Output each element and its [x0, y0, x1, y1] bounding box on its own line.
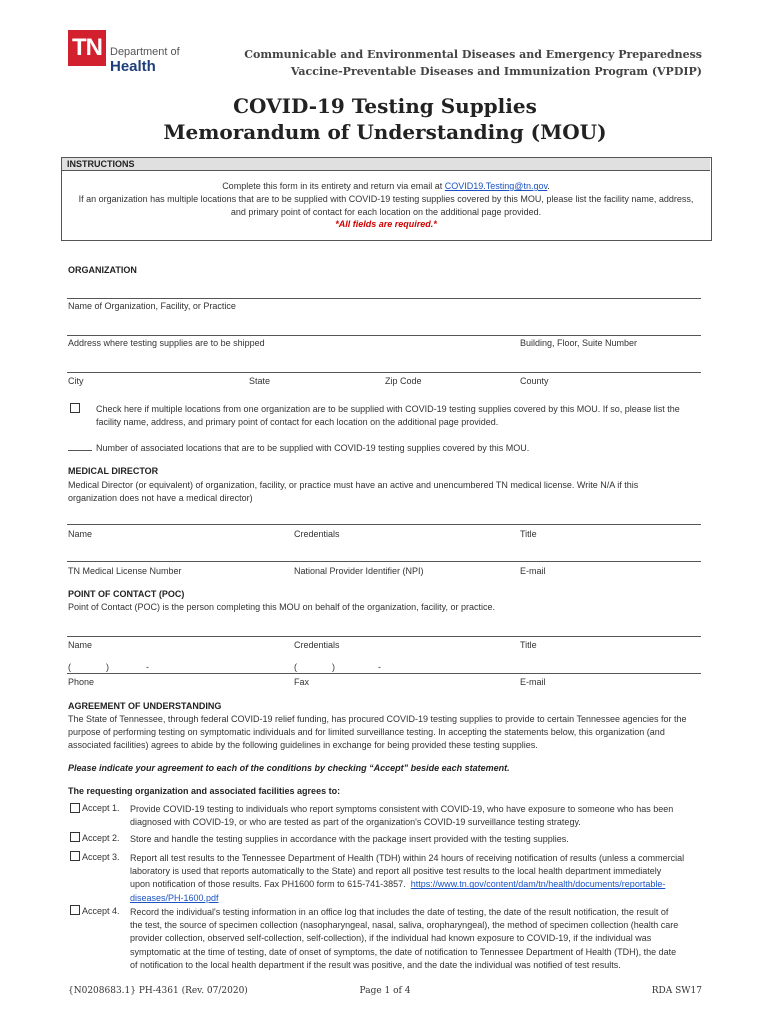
md-title-label: Title [520, 529, 537, 539]
medical-director-heading: MEDICAL DIRECTOR [68, 466, 159, 476]
footer-form-id: {N0208683.1} PH-4361 (Rev. 07/2020) [68, 986, 248, 996]
phone-paren-open: ( [68, 662, 71, 672]
fax-paren-close: ) [332, 662, 335, 672]
accept-3-text: Report all test results to the Tennessee Department of Health (TDH) within 24 hours of receiving notification of results (unless a commercial laboratory is used that reports automatically to the State) and report all positive test results to the local health department immediately upon notification of those results. Fax PH1600 form to 615-741-3857. https://www.tn.gov/content/dam/tn/health/documents/reportable- diseases/PH-1600.pdf [130, 853, 685, 903]
poc-phone-field[interactable] [67, 673, 701, 674]
md-name-label: Name [68, 529, 93, 539]
header-program-info [244, 46, 702, 80]
ph1600-link[interactable]: https://www.tn.gov/content/dam/tn/health/documents/reportable- [410, 879, 666, 890]
md-npi-label: National Provider Identifier (NPI) [294, 566, 424, 576]
md-email-label: E-mail [520, 566, 546, 576]
md-license-field[interactable] [67, 561, 701, 562]
logo-health-text: Health [110, 58, 156, 75]
org-name-field[interactable] [67, 298, 701, 299]
tn-logo: TN [68, 30, 106, 66]
city-label: City [68, 376, 84, 386]
required-note: *All fields are required.* [335, 219, 437, 229]
poc-phone-label: Phone [68, 677, 95, 687]
page-subtitle: Memorandum of Understanding (MOU) [163, 120, 607, 144]
instructions-email-link[interactable]: COVID19.Testing@tn.gov [444, 181, 548, 191]
header-line-1: Communicable and Environmental Diseases and Emergency Preparedness [244, 48, 702, 61]
multiple-locations-text: Check here if multiple locations from one organization are to be supplied with COVID-19 testing supplies covered by this MOU. If so, please list the facility name, address, and primary point of contact for each location on the additional page provided. [96, 404, 680, 428]
building-label: Building, Floor, Suite Number [520, 338, 638, 348]
poc-heading: POINT OF CONTACT (POC) [68, 589, 185, 599]
accept-2-checkbox[interactable] [70, 832, 80, 842]
address-field[interactable] [67, 335, 701, 336]
accept-3-label: Accept 3. [82, 852, 120, 862]
poc-desc: Point of Contact (POC) is the person completing this MOU on behalf of the organization, facility, or practice. [68, 602, 496, 612]
ph1600-link-cont[interactable]: diseases/PH-1600.pdf [130, 892, 219, 903]
instructions-header: INSTRUCTIONS [62, 158, 710, 171]
accept-4-label: Accept 4. [82, 906, 120, 916]
instructions-line-3: and primary point of contact for each location on the additional page provided. [230, 207, 542, 217]
footer-page-number: Page 1 of 4 [359, 986, 411, 996]
fax-paren-open: ( [294, 662, 297, 672]
accept-4-text: Record the individual's testing information in an office log that includes the date of testing, the date of the result notification, the result of the test, the source of specimen collection (nasopharyngeal, nasal, saliva, oropharyngeal), the method of specimen collection (health care provider collection, observed self-collection, self-collection), if the individual had known exposure to COVID-19, if the individual was symptomatic at the time of testing, date of onset of symptoms, the date of notification to Tennessee Department of Health (TDH), the date of notification to the local health department if the result was positive, and the date the individual was notified of test results. [130, 907, 679, 970]
fax-dash: - [378, 662, 381, 672]
footer-code: RDA SW17 [651, 986, 702, 996]
agreement-instruction: Please indicate your agreement to each of the conditions by checking “Accept” beside each statement. [68, 763, 510, 773]
instructions-line-1: Complete this form in its entirety and return via email at COVID19.Testing@tn.gov. [222, 181, 550, 191]
num-locations-field[interactable] [68, 450, 92, 451]
instructions-line-2: If an organization has multiple locations that are to be supplied with COVID-19 testing supplies covered by this MOU, please list the facility name, address, [78, 194, 694, 204]
county-label: County [520, 376, 549, 386]
poc-name-field[interactable] [67, 636, 701, 637]
accept-2-text: Store and handle the testing supplies in accordance with the package insert provided with the testing supplies. [130, 834, 569, 844]
agreement-heading: AGREEMENT OF UNDERSTANDING [68, 701, 222, 711]
accept-1-checkbox[interactable] [70, 803, 80, 813]
md-license-label: TN Medical License Number [68, 566, 182, 576]
medical-director-desc: Medical Director (or equivalent) of organization, facility, or practice must have an active and unencumbered TN medical license. Write N/A if this organization does not have a medical director) [68, 480, 639, 504]
state-label: State [249, 376, 271, 386]
agrees-to-heading: The requesting organization and associated facilities agrees to: [68, 786, 341, 796]
poc-credentials-label: Credentials [294, 640, 340, 650]
accept-4-checkbox[interactable] [70, 905, 80, 915]
md-credentials-label: Credentials [294, 529, 340, 539]
phone-paren-close: ) [106, 662, 109, 672]
accept-3-checkbox[interactable] [70, 851, 80, 861]
poc-fax-label: Fax [294, 677, 310, 687]
city-state-zip-field[interactable] [67, 372, 701, 373]
accept-1-text: Provide COVID-19 testing to individuals who report symptoms consistent with COVID-19, who have exposure to someone who has been diagnosed with COVID-19, or who are tested as part of the organization's COVID-19 surveillance testing strategy. [130, 804, 674, 828]
poc-name-label: Name [68, 640, 93, 650]
md-name-field[interactable] [67, 524, 701, 525]
num-locations-label: Number of associated locations that are to be supplied with COVID-19 testing supplies covered by this MOU. [96, 443, 530, 453]
agreement-intro: The State of Tennessee, through federal COVID-19 relief funding, has procured COVID-19 testing supplies to provide to certain Tennessee agencies for the purpose of performing testing on symptomatic individuals and for limited surveillance testing. In accepting the statements below, this organization (and associated facilities) agrees to abide by the following guidelines in exchange for being provided these testing supplies. [68, 714, 687, 751]
accept-1-label: Accept 1. [82, 803, 120, 813]
poc-title-label: Title [520, 640, 537, 650]
phone-dash: - [146, 662, 149, 672]
address-label: Address where testing supplies are to be shipped [68, 338, 265, 348]
accept-2-label: Accept 2. [82, 833, 120, 843]
header-line-2: Vaccine-Preventable Diseases and Immunization Program (VPDIP) [290, 65, 702, 78]
poc-email-label: E-mail [520, 677, 546, 687]
organization-heading: ORGANIZATION [68, 265, 137, 275]
logo-department-text: Department of [110, 46, 180, 58]
org-name-label: Name of Organization, Facility, or Practice [68, 301, 236, 311]
zip-label: Zip Code [385, 376, 422, 386]
multiple-locations-checkbox[interactable] [70, 403, 80, 413]
page-title: COVID-19 Testing Supplies [233, 94, 537, 118]
